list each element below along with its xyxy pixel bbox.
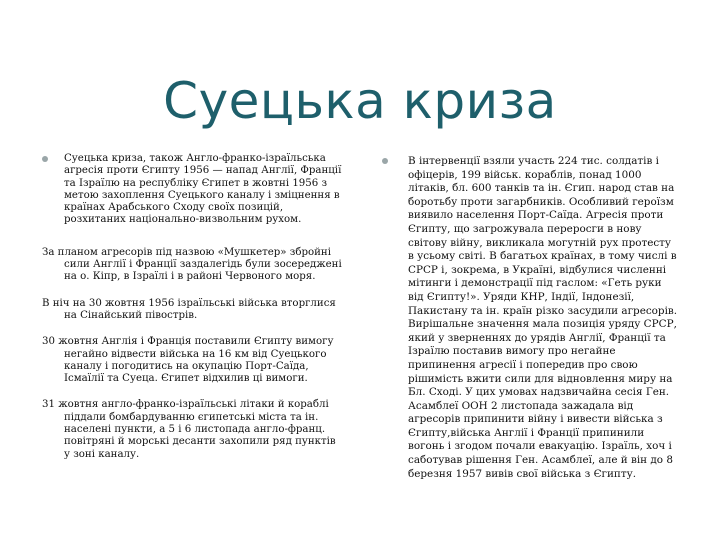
left-column [42,153,344,461]
right-bullet-item [382,155,678,481]
bullet-dot-icon [382,158,388,164]
left-bullet-item [42,153,344,227]
right-bullet-text: В інтервенції взяли участь 224 тис. солдатів і офіцерів, 199 військ. кораблів, понад 1000 літаків, бл. 600 танків та ін. Єгип. народ став на боротьбу проти загарбників. Особливий героїзм виявило населення Порт-Саїда. Агресія проти Єгипту, що загрожувала переросги в нову світову війну, викликала могутній рух протесту в усьому світі. В багатьох країнах, в тому числі в СРСР і, зокрема, в Україні, відбулися численні мітинги і демонстрації під гаслом: «Геть руки від Єгипту!». Уряди КНР, Індії, Індонезії, Пакистану та ін. країн різко засудили агресорів. Вирішальне значення мала позиція уряду СРСР, який у зверненнях до урядів Англії, Франції та Ізраїлю поставив вимогу про негайне припинення агресії і попередив про свою рішимість вжити сили для відновлення миру на Бл. Сході. У цих умовах надзвичайна сесія Ген. Асамблеї ООН 2 листопада зажадала від агресорів припинити війну і вивести війська з Єгипту,війська Англії і Франції припинили вогонь і згодом почали евакуацію. Ізраїль, хоч і саботував рішення Ген. Асамблеї, але й він до 8 березня 1957 вивів свої війська з Єгипту. [408,155,678,480]
paragraph-october-30-invasion: В ніч на 30 жовтня 1956 ізраїльські війська вторглися на Сінайський півострів. [42,297,336,321]
left-bullet-text: Суецька криза, також Англо-франко-ізраїльська агресія проти Єгипту 1956 — напад Англії, Франції та Ізраїлю на республіку Єгипет в жовтні 1956 з метою захоплення Суецького каналу і зміцнення в країнах Арабського Сходу своїх позицій, розхитаних національно-визвольним рухом. [64,153,342,226]
paragraph-musketeer-plan: За планом агресорів під назвою «Мушкетер» збройні сили Англії і Франції заздалегідь були зосереджені на о. Кіпр, в Ізраїлі і в районі Червоного моря. [42,246,342,283]
bullet-dot-icon [42,156,48,162]
paragraph-bombing: 31 жовтня англо-франко-ізраїльські літаки й кораблі піддали бомбардуванню єгипетські міста та ін. населені пункти, а 5 і 6 листопада англо-франц. повітряні й морські десанти захопили ряд пунктів у зоні каналу. [42,399,336,460]
right-column [382,155,678,481]
paragraph-ultimatum: 30 жовтня Англія і Франція поставили Єгипту вимогу негайно відвести війська на 16 км від Суецького каналу і погодитись на окупацію Порт-Саїда, Ісмаїлії та Суеца. Єгипет відхилив ці вимоги. [42,336,334,385]
slide-title: Суецька криза [163,72,557,130]
